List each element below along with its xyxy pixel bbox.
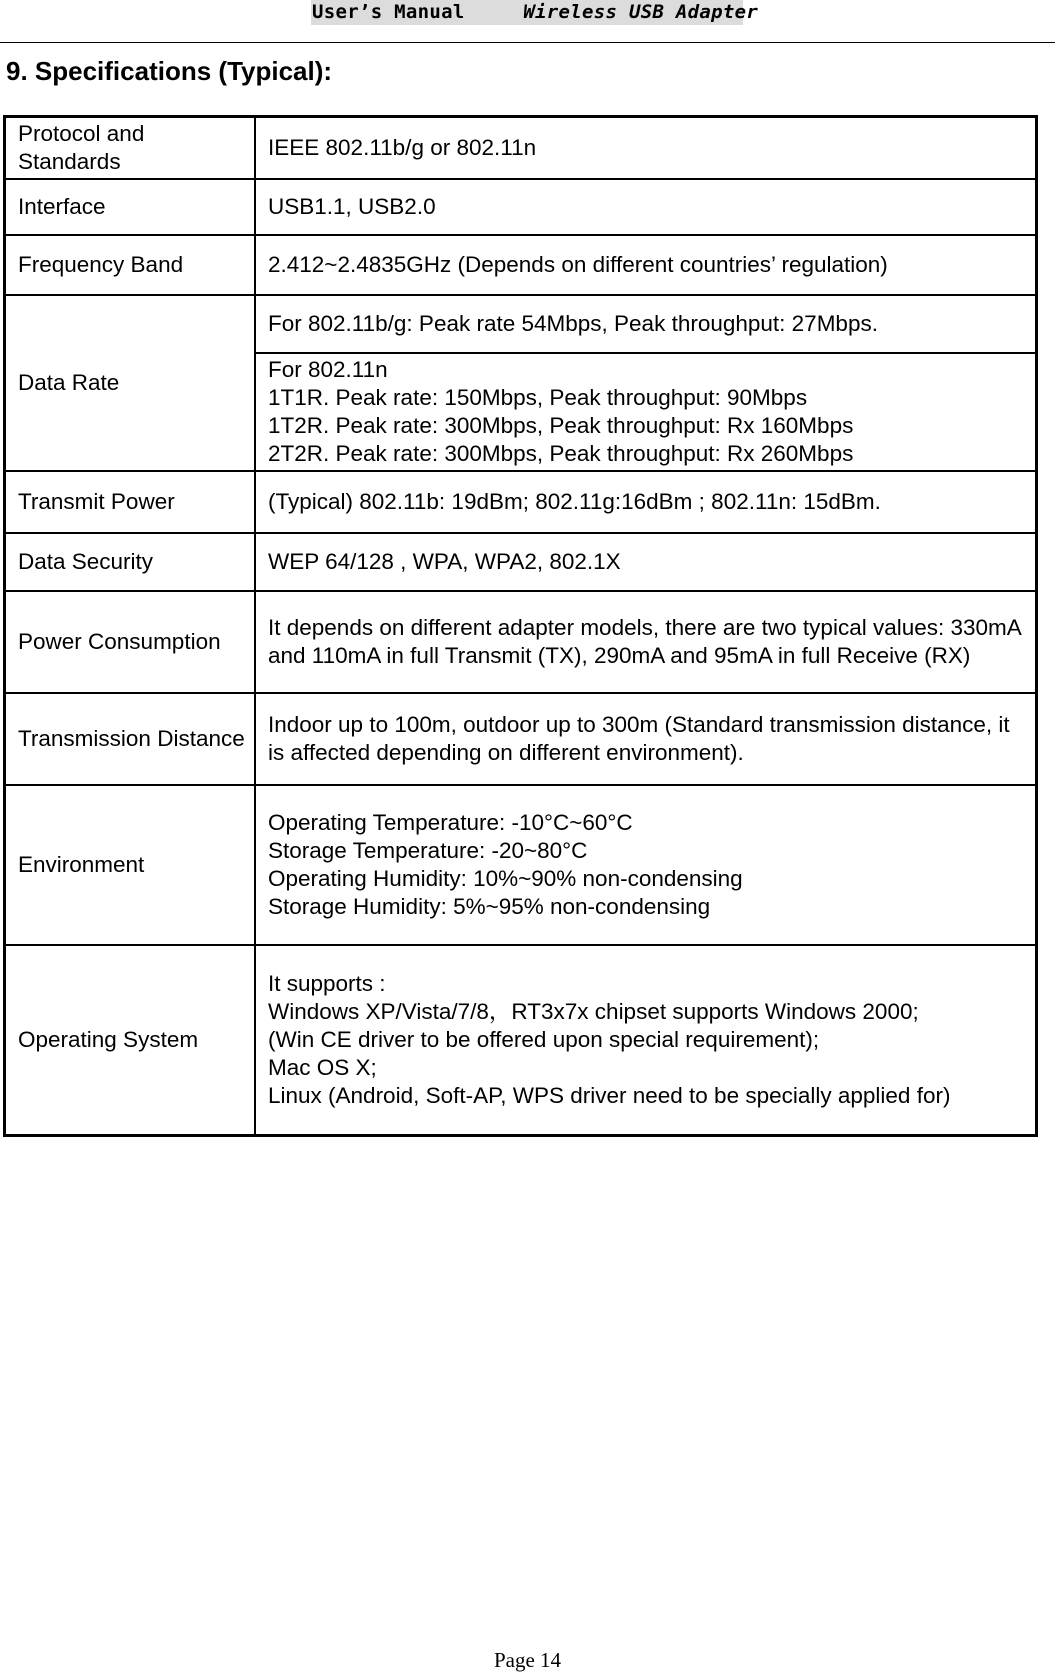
data-rate-n-line: 1T2R. Peak rate: 300Mbps, Peak throughput: Rx 160Mbps: [268, 413, 854, 438]
table-row-data-rate-bg: [5, 295, 1037, 353]
label-operating-system: Operating System: [5, 945, 256, 1135]
table-row-data-security: [5, 533, 1037, 591]
value-frequency: 2.412~2.4835GHz (Depends on different countries’ regulation): [255, 235, 1037, 295]
table-row-interface: [5, 179, 1037, 235]
value-data-security: WEP 64/128 , WPA, WPA2, 802.1X: [255, 533, 1037, 591]
table-row-frequency: [5, 235, 1037, 295]
data-rate-n-line: For 802.11n: [268, 357, 388, 382]
table-row-transmission-distance: [5, 693, 1037, 785]
value-protocol: IEEE 802.11b/g or 802.11n: [255, 117, 1037, 180]
table-row-operating-system: [5, 945, 1037, 1135]
environment-line: Storage Humidity: 5%~95% non-condensing: [268, 894, 711, 919]
environment-line: Operating Temperature: -10°C~60°C: [268, 810, 633, 835]
product-label: Wireless USB Adapter: [523, 1, 759, 23]
label-transmit-power: Transmit Power: [5, 471, 256, 533]
label-protocol: Protocol and Standards: [5, 117, 256, 180]
environment-line: Storage Temperature: -20~80°C: [268, 838, 588, 863]
label-power-consumption: Power Consumption: [5, 591, 256, 693]
value-operating-system: [255, 945, 1037, 1135]
table-row-transmit-power: [5, 471, 1037, 533]
os-line: (Win CE driver to be offered upon special requirement);: [268, 1026, 820, 1052]
page-number: Page 14: [493, 1648, 562, 1672]
value-environment: [255, 785, 1037, 945]
data-rate-n-line: 1T1R. Peak rate: 150Mbps, Peak throughput: 90Mbps: [268, 385, 808, 410]
section-title: 9. Specifications (Typical):: [6, 56, 333, 86]
os-line: Mac OS X;: [268, 1054, 377, 1080]
label-frequency: Frequency Band: [5, 235, 256, 295]
value-data-rate-bg: For 802.11b/g: Peak rate 54Mbps, Peak throughput: 27Mbps.: [255, 295, 1037, 353]
label-interface: Interface: [5, 179, 256, 235]
label-data-security: Data Security: [5, 533, 256, 591]
os-line: Windows XP/Vista/7/8，RT3x7x chipset supports Windows 2000;: [268, 998, 919, 1024]
label-environment: Environment: [5, 785, 256, 945]
label-transmission-distance: Transmission Distance: [5, 693, 256, 785]
page-header: [0, 0, 1055, 43]
os-line: Linux (Android, Soft-AP, WPS driver need to be specially applied for): [268, 1082, 951, 1108]
value-data-rate-n: [255, 353, 1037, 471]
value-transmission-distance: Indoor up to 100m, outdoor up to 300m (Standard transmission distance, it is affected depending on different environment).: [255, 693, 1037, 785]
table-row-power-consumption: [5, 591, 1037, 693]
value-power-consumption: It depends on different adapter models, there are two typical values: 330mA and 110mA in full Transmit (TX), 290mA and 95mA in full Receive (RX): [255, 591, 1037, 693]
header-text: [312, 1, 758, 23]
value-transmit-power: (Typical) 802.11b: 19dBm; 802.11g:16dBm ; 802.11n: 15dBm.: [255, 471, 1037, 533]
specifications-table: [3, 115, 1038, 1137]
manual-label: User’s Manual: [312, 1, 465, 23]
label-data-rate: Data Rate: [5, 295, 256, 471]
environment-line: Operating Humidity: 10%~90% non-condensing: [268, 866, 743, 891]
table-row-environment: [5, 785, 1037, 945]
table-row-protocol: [5, 117, 1037, 180]
data-rate-n-line: 2T2R. Peak rate: 300Mbps, Peak throughput: Rx 260Mbps: [268, 441, 854, 466]
value-interface: USB1.1, USB2.0: [255, 179, 1037, 235]
os-line: It supports :: [268, 970, 386, 996]
